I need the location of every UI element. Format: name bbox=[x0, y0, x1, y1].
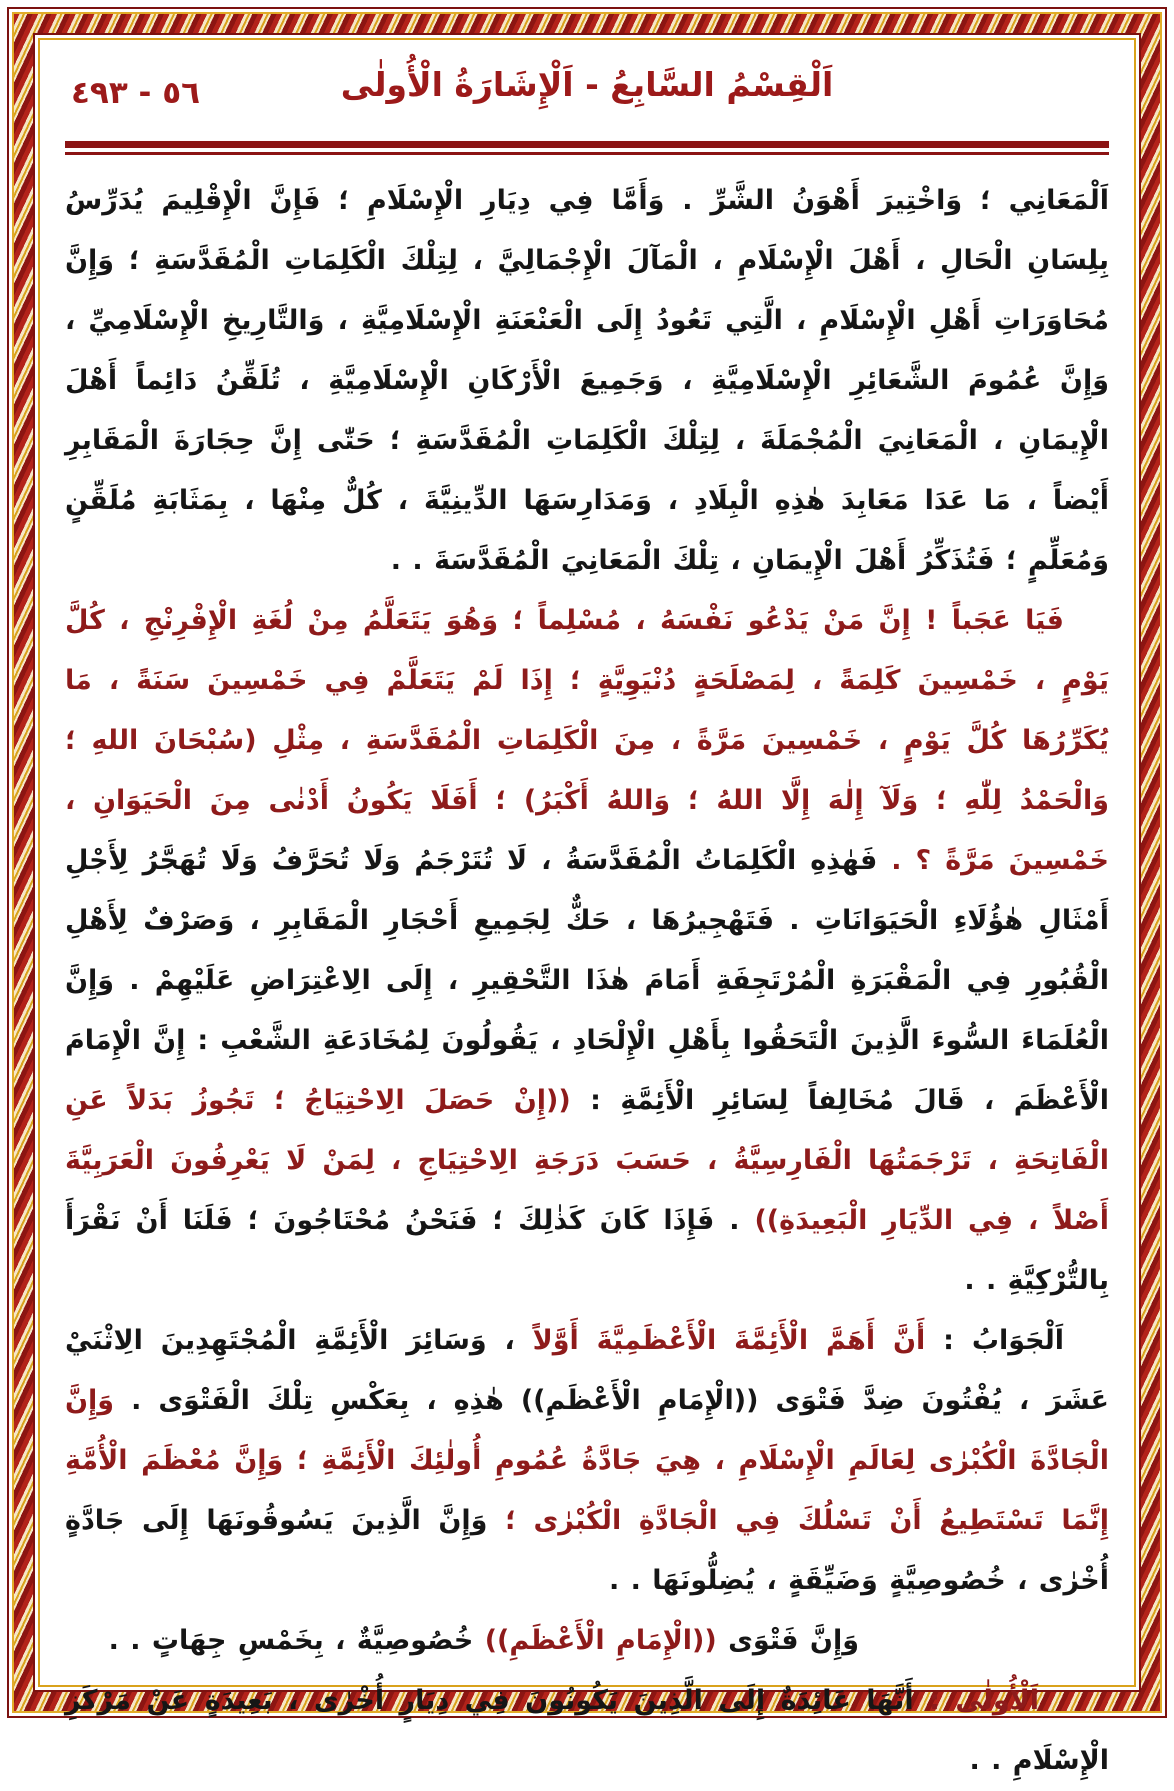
body-text bbox=[65, 171, 1109, 1791]
text-run-black: ، وَسَائِرَ الْأَئِمَّةِ الْمُجْتَهِدِينَ الِاثْنَيْ عَشَرَ ، يُفْتُونَ ضِدَّ فَتْوَى ((الْإِمَامِ الْأَعْظَمِ)) هٰذِهِ ، بِعَكْسِ تِلْكَ الْفَتْوَى . bbox=[65, 1325, 1109, 1416]
text-run-red: اَلْأُولٰى : bbox=[913, 1685, 1039, 1716]
page-number: ٥٦ - ٤٩٣ bbox=[71, 75, 201, 111]
text-run-black: اَلْمَعَانِي ؛ وَاخْتِيرَ أَهْوَنُ الشَّرِّ . وَأَمَّا فِي دِيَارِ الْإِسْلَامِ ؛ فَإِنَّ الْإِقْلِيمَ يُدَرِّسُ بِلِسَانِ الْحَالِ ، أَهْلَ الْإِسْلَامِ ، الْمَآلَ الْإِجْمَالِيَّ ، لِتِلْكَ الْكَلِمَاتِ الْمُقَدَّسَةِ ؛ وَإِنَّ مُحَاوَرَاتِ أَهْلِ الْإِسْلَامِ ، الَّتِي تَعُودُ إِلَى الْعَنْعَنَةِ الْإِسْلَامِيَّةِ ، وَالتَّارِيخِ الْإِسْلَامِيِّ ، وَإِنَّ عُمُومَ الشَّعَائِرِ الْإِسْلَامِيَّةِ ، وَجَمِيعَ الْأَرْكَانِ الْإِسْلَامِيَّةِ ، تُلَقِّنُ دَائِماً أَهْلَ الْإِيمَانِ ، الْمَعَانِيَ الْمُجْمَلَةَ ، لِتِلْكَ الْكَلِمَاتِ الْمُقَدَّسَةِ ؛ حَتّٰى إِنَّ حِجَارَةَ الْمَقَابِرِ أَيْضاً ، مَا عَدَا مَعَابِدَ هٰذِهِ الْبِلَادِ ، وَمَدَارِسَهَا الدِّينِيَّةَ ، كُلٌّ مِنْهَا ، بِمَثَابَةِ مُلَقِّنٍ وَمُعَلِّمٍ ؛ فَتُذَكِّرُ أَهْلَ الْإِيمَانِ ، تِلْكَ الْمَعَانِيَ الْمُقَدَّسَةَ . . bbox=[65, 185, 1109, 576]
page-header bbox=[65, 65, 1109, 129]
text-run-black: اَلْجَوَابُ : bbox=[925, 1325, 1064, 1356]
page-content-area bbox=[33, 33, 1141, 1776]
page-title: اَلْقِسْمُ السَّابِعُ - اَلْإِشَارَةُ الْأُولٰى bbox=[340, 65, 834, 104]
paragraph bbox=[65, 591, 1109, 1311]
text-run-black: أَنَّهَا عَائِدَةٌ إِلَى الَّذِينَ يَكُونُونَ فِي دِيَارٍ أُخْرٰى ، بَعِيدَةٍ عَنْ مَرْكَزِ الْإِسْلَامِ . . bbox=[65, 1685, 1109, 1776]
ornate-border-band bbox=[12, 12, 1162, 1776]
text-run-red: فَيَا عَجَباً ! إِنَّ مَنْ يَدْعُو نَفْسَهُ ، مُسْلِماً ؛ وَهُوَ يَتَعَلَّمُ مِنْ لُغَةِ الْإِفْرِنْجِ ، كُلَّ يَوْمٍ ، خَمْسِينَ كَلِمَةً ، لِمَصْلَحَةٍ دُنْيَوِيَّةٍ ؛ إِذَا لَمْ يَتَعَلَّمْ فِي خَمْسِينَ سَنَةً ، مَا يُكَرِّرُهَا كُلَّ يَوْمٍ ، خَمْسِينَ مَرَّةً ، مِنَ الْكَلِمَاتِ الْمُقَدَّسَةِ ، مِثْلِ (سُبْحَانَ اللهِ ؛ وَالْحَمْدُ لِلّٰهِ ؛ وَلَآ إِلٰهَ إِلَّا اللهُ ؛ وَاللهُ أَكْبَرُ) ؛ أَفَلَا يَكُونُ أَدْنٰى مِنَ الْحَيَوَانِ ، خَمْسِينَ مَرَّةً ؟ . bbox=[65, 605, 1110, 876]
text-run-red: أَنَّ أَهَمَّ الْأَئِمَّةَ الْأَعْظَمِيَّةَ أَوَّلاً bbox=[532, 1325, 926, 1356]
text-run-black: وَإِنَّ فَتْوَى bbox=[716, 1625, 859, 1656]
paragraph bbox=[65, 1671, 1109, 1791]
paragraph bbox=[65, 1311, 1109, 1611]
paragraph bbox=[65, 171, 1109, 591]
text-run-red: ((إِنْ حَصَلَ الِاحْتِيَاجُ ؛ تَجُوزُ بَدَلاً عَنِ الْفَاتِحَةِ ، تَرْجَمَتُهَا الْفَارِسِيَّةُ ، حَسَبَ دَرَجَةِ الِاحْتِيَاجِ ، لِمَنْ لَا يَعْرِفُونَ الْعَرَبِيَّةَ أَصْلاً ، فِي الدِّيَارِ الْبَعِيدَةِ)) bbox=[65, 1085, 1109, 1236]
paragraph bbox=[65, 1611, 1109, 1671]
text-run-black: خُصُوصِيَّةٌ ، بِخَمْسِ جِهَاتٍ . . bbox=[108, 1625, 485, 1656]
text-run-black: . فَإِذَا كَانَ كَذٰلِكَ ؛ فَنَحْنُ مُحْتَاجُونَ ؛ فَلَنَا أَنْ نَقْرَأَ بِالتُّرْكِيَّةِ . . bbox=[65, 1205, 1109, 1296]
text-run-red: ((الْإِمَامِ الْأَعْظَمِ)) bbox=[484, 1625, 717, 1656]
ornate-border-outer bbox=[7, 7, 1167, 1776]
text-run-black: وَإِنَّ الَّذِينَ يَسُوقُونَهَا إِلَى جَادَّةٍ أُخْرٰى ، خُصُوصِيَّةٍ وَضَيِّقَةٍ ، يُضِلُّونَهَا . . bbox=[65, 1505, 1109, 1596]
text-run-black: فَهٰذِهِ الْكَلِمَاتُ الْمُقَدَّسَةُ ، لَا تُتَرْجَمُ وَلَا تُحَرَّفُ وَلَا تُهَجَّرُ لِأَجْلِ أَمْثَالِ هٰؤُلَاءِ الْحَيَوَانَاتِ . فَتَهْجِيرُهَا ، حَكٌّ لِجَمِيعِ أَحْجَارِ الْمَقَابِرِ ، وَصَرْفٌ لِأَهْلِ الْقُبُورِ فِي الْمَقْبَرَةِ الْمُرْتَجِفَةِ أَمَامَ هٰذَا التَّحْقِيرِ ، إِلَى الِاعْتِرَاضِ عَلَيْهِمْ . وَإِنَّ الْعُلَمَاءَ السُّوءَ الَّذِينَ الْتَحَقُوا بِأَهْلِ الْإِلْحَادِ ، يَقُولُونَ لِمُخَادَعَةِ الشَّعْبِ : إِنَّ الْإِمَامَ الْأَعْظَمَ ، قَالَ مُخَالِفاً لِسَائِرِ الْأَئِمَّةِ : bbox=[65, 845, 1109, 1116]
text-run-red: وَإِنَّ الْجَادَّةَ الْكُبْرٰى لِعَالَمِ الْإِسْلَامِ ، هِيَ جَادَّةُ عُمُومِ أُولٰئِكَ الْأَئِمَّةِ ؛ وَإِنَّ مُعْظَمَ الْأُمَّةِ إِنَّمَا تَسْتَطِيعُ أَنْ تَسْلُكَ فِي الْجَادَّةِ الْكُبْرٰى ؛ bbox=[65, 1385, 1109, 1536]
header-rule bbox=[65, 141, 1109, 155]
